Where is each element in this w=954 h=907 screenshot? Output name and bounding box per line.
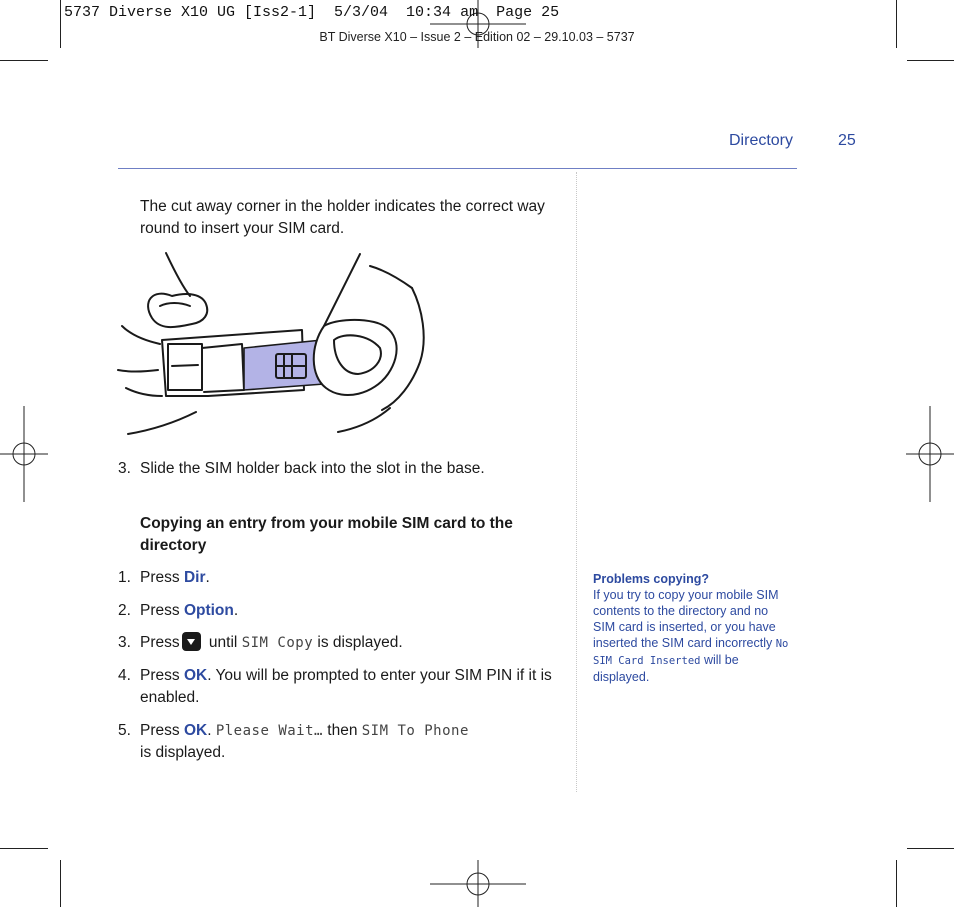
intro-paragraph: The cut away corner in the holder indicates the correct way round to insert your SIM card.	[140, 198, 545, 237]
display-text-please-wait: Please Wait…	[215, 723, 323, 739]
registration-mark-right	[906, 406, 954, 502]
step-1	[118, 567, 558, 589]
step-number: 3.	[118, 634, 131, 651]
step-text: Press	[140, 667, 184, 684]
step-text: Press	[140, 569, 184, 586]
crop-mark	[0, 60, 48, 61]
display-text-no-sim: No SIM Card Inserted	[593, 638, 789, 667]
registration-mark-bottom	[430, 860, 526, 907]
header-rule	[118, 168, 797, 169]
print-slug: 5737 Diverse X10 UG [Iss2-1] 5/3/04 10:34 am Page 25	[64, 4, 560, 21]
step-text: is displayed.	[140, 744, 226, 761]
ok-key-label: OK	[183, 722, 208, 739]
display-text-sim-copy: SIM Copy	[241, 635, 314, 651]
display-text-sim-to-phone: SIM To Phone	[361, 723, 469, 739]
step-number: 4.	[118, 667, 131, 684]
sidebar-text	[593, 587, 793, 685]
step-text: then	[322, 722, 362, 739]
step-text: .	[205, 569, 210, 586]
crop-mark	[907, 60, 954, 61]
sidebar-note	[593, 571, 793, 685]
edition-line: BT Diverse X10 – Issue 2 – Edition 02 – 29.10.03 – 5737	[319, 30, 635, 44]
step-number: 2.	[118, 602, 131, 619]
sidebar-body: If you try to copy your mobile SIM contents to the directory and no SIM card is inserted, or you have inserted the SIM card incorrectly	[593, 588, 779, 650]
step-text: is displayed.	[313, 634, 403, 651]
step-number: 1.	[118, 569, 131, 586]
sidebar-body-end: will be displayed.	[593, 653, 739, 684]
step-2	[118, 600, 558, 622]
dir-key-label: Dir	[183, 569, 206, 586]
step-text: Press	[140, 722, 184, 739]
step-number: 3.	[118, 460, 131, 477]
step-text: Slide the SIM holder back into the slot in the base.	[140, 460, 485, 477]
step-text: .	[233, 602, 239, 619]
registration-mark-left	[0, 406, 48, 502]
down-arrow-key-icon	[182, 632, 201, 651]
crop-mark	[0, 848, 48, 849]
step-5	[118, 720, 558, 764]
step-text: . You will be prompted to enter your SIM PIN if it is enabled.	[140, 667, 552, 706]
copy-section-heading: Copying an entry from your mobile SIM card to the directory	[140, 515, 513, 554]
step-text: until	[204, 634, 242, 651]
section-title: Directory	[729, 132, 794, 149]
crop-mark	[896, 860, 897, 907]
step-4	[118, 665, 558, 709]
step-slide-holder	[118, 458, 558, 480]
sidebar-title: Problems copying?	[593, 572, 709, 586]
option-key-label: Option	[183, 602, 234, 619]
page-number: 25	[838, 132, 856, 149]
step-text: Press	[140, 634, 180, 651]
step-3	[118, 632, 558, 654]
crop-mark	[907, 848, 954, 849]
step-number: 5.	[118, 722, 131, 739]
column-divider	[576, 172, 577, 792]
step-text: Press	[140, 602, 184, 619]
step-text: .	[207, 722, 216, 739]
sim-holder-illustration	[112, 248, 452, 443]
ok-key-label: OK	[183, 667, 208, 684]
crop-mark	[60, 860, 61, 907]
